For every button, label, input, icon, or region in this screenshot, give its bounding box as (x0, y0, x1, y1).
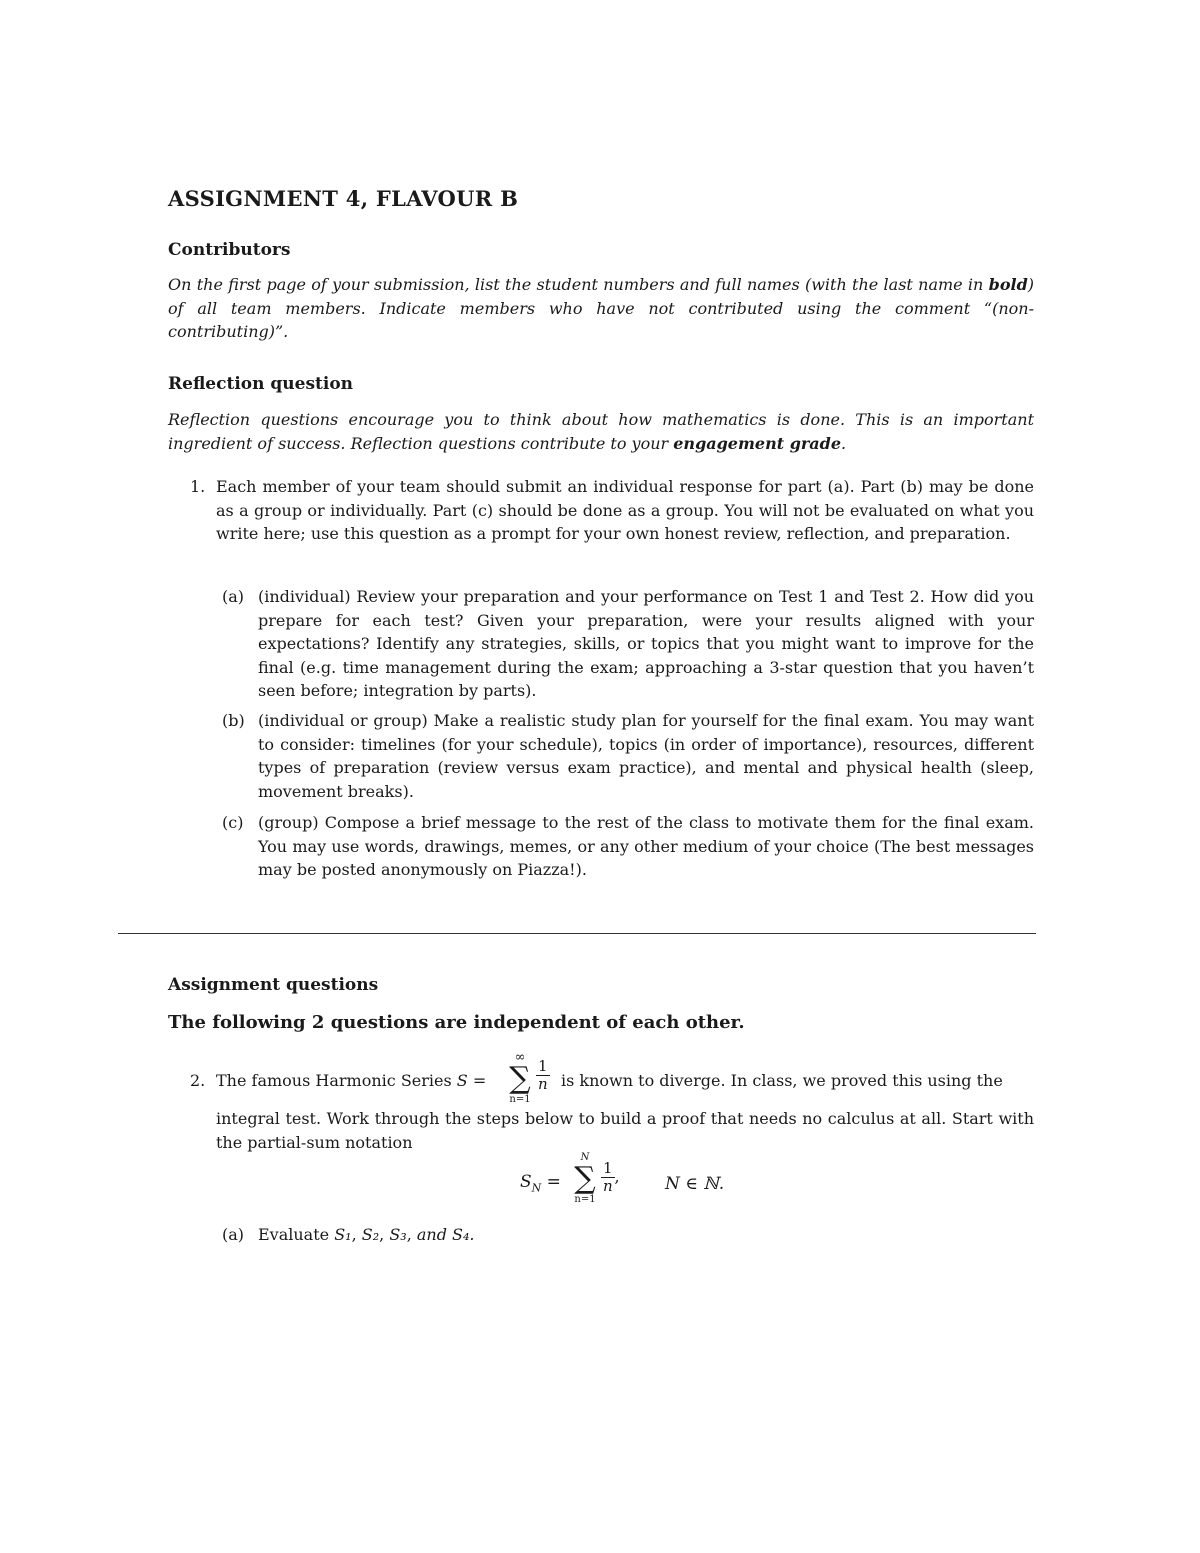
contributors-text-1: On the first page of your submission, list the student numbers and full names (with the last name in (168, 275, 984, 294)
partial-lower-limit: n=1 (574, 1194, 596, 1205)
term-s2: S₂ (361, 1225, 380, 1244)
term-s4: and S₄. (416, 1225, 475, 1244)
part-a-label: (a) (222, 587, 245, 606)
question-2-number: 2. (190, 1071, 206, 1090)
reflection-heading: Reflection question (168, 374, 354, 394)
evaluate-text: Evaluate (258, 1225, 330, 1244)
harmonic-sum (505, 1052, 535, 1106)
reflection-intro-text: Reflection questions encourage you to think about how mathematics is done. This is an important ingredient of success. Reflection questions contribute to your (168, 410, 1034, 453)
document-title: ASSIGNMENT 4, FLAVOUR B (168, 186, 519, 211)
part-b-text: (individual or group) Make a realistic study plan for yourself for the final exam. You may want to consider: timelines (for your schedule), topics (in order of importance), resources, different types of preparation (review versus exam practice), and mental and physical health (sleep, movement breaks). (258, 711, 1034, 801)
part-c-text: (group) Compose a brief message to the rest of the class to motivate them for the final exam. You may use words, drawings, memes, or any other medium of your choice (The best messages may be posted anonymously on Piazza!). (258, 813, 1034, 879)
question-2-lead (216, 1069, 486, 1093)
part-c-label: (c) (222, 813, 244, 832)
harmonic-fraction (536, 1058, 550, 1093)
partial-sum-lhs: $S_N$ = (520, 1172, 561, 1195)
assignment-subheading: The following 2 questions are independent of each other. (168, 1012, 745, 1033)
sum-upper-limit: ∞ (514, 1050, 526, 1065)
contributors-text-2: ) of all team members. Indicate members who have not contributed using the comment “(non-contributing)”. (168, 275, 1034, 341)
question-2-rest: integral test. Work through the steps below to build a proof that needs no calculus at all. Start with the partial-sum notation (216, 1109, 1034, 1152)
contributors-heading: Contributors (168, 240, 291, 260)
sum-lower-limit: n=1 (509, 1094, 531, 1105)
contributors-instructions (168, 273, 1034, 344)
series-symbol: S (456, 1071, 468, 1090)
fraction-denominator: n (537, 1075, 548, 1093)
partial-fraction-denominator: n (602, 1177, 613, 1195)
part-b-label: (b) (222, 711, 245, 730)
term-s1: S₁ (334, 1225, 352, 1244)
equals-sign: = (472, 1071, 487, 1090)
reflection-intro (168, 408, 1034, 455)
question-2a-label: (a) (222, 1225, 245, 1244)
term-s3: S₃ (389, 1225, 407, 1244)
question-1-text: Each member of your team should submit an individual response for part (a). Part (b) may be done as a group or individually. Part (c) should be done as a group. You will not be evaluated on what you write here; use this question as a prompt for your own honest review, reflection, and preparation. (216, 477, 1034, 543)
question-1-number: 1. (190, 477, 206, 496)
section-divider (118, 933, 1036, 934)
partial-fraction: $\frac{1}{n}$ , (602, 1159, 620, 1195)
natural-numbers-condition: N ∈ ℕ. (665, 1174, 725, 1194)
part-a-text: (individual) Review your preparation and your performance on Test 1 and Test 2. How did you prepare for each test? Given your preparation, were your results aligned with your expectations? Identify any strategies, skills, or topics that you might want to improve for the final (e.g. time management during the exam; approaching a 3-star question that you haven’t seen before; integration by parts). (258, 587, 1034, 700)
partial-upper-limit: N (580, 1152, 590, 1163)
partial-sum-symbol: S (520, 1172, 532, 1192)
partial-sum (570, 1152, 600, 1206)
assignment-heading: Assignment questions (168, 975, 379, 995)
question-2a-text: Evaluate S₁, S₂, S₃, and S₄. (258, 1225, 475, 1244)
partial-sigma-symbol: ∑ (574, 1161, 596, 1196)
question-2-after-sum: is known to diverge. In class, we proved this using the (561, 1071, 1003, 1090)
question-2-lead-text: The famous Harmonic Series (216, 1071, 452, 1090)
fraction-numerator: 1 (538, 1057, 548, 1075)
partial-fraction-numerator: 1 (603, 1159, 613, 1177)
engagement-grade-text: engagement grade (673, 433, 842, 453)
reflection-intro-end: . (841, 433, 847, 453)
sigma-symbol: ∑ (509, 1061, 531, 1096)
partial-sum-subscript: N (531, 1181, 542, 1195)
contributors-bold-word: bold (988, 275, 1028, 294)
